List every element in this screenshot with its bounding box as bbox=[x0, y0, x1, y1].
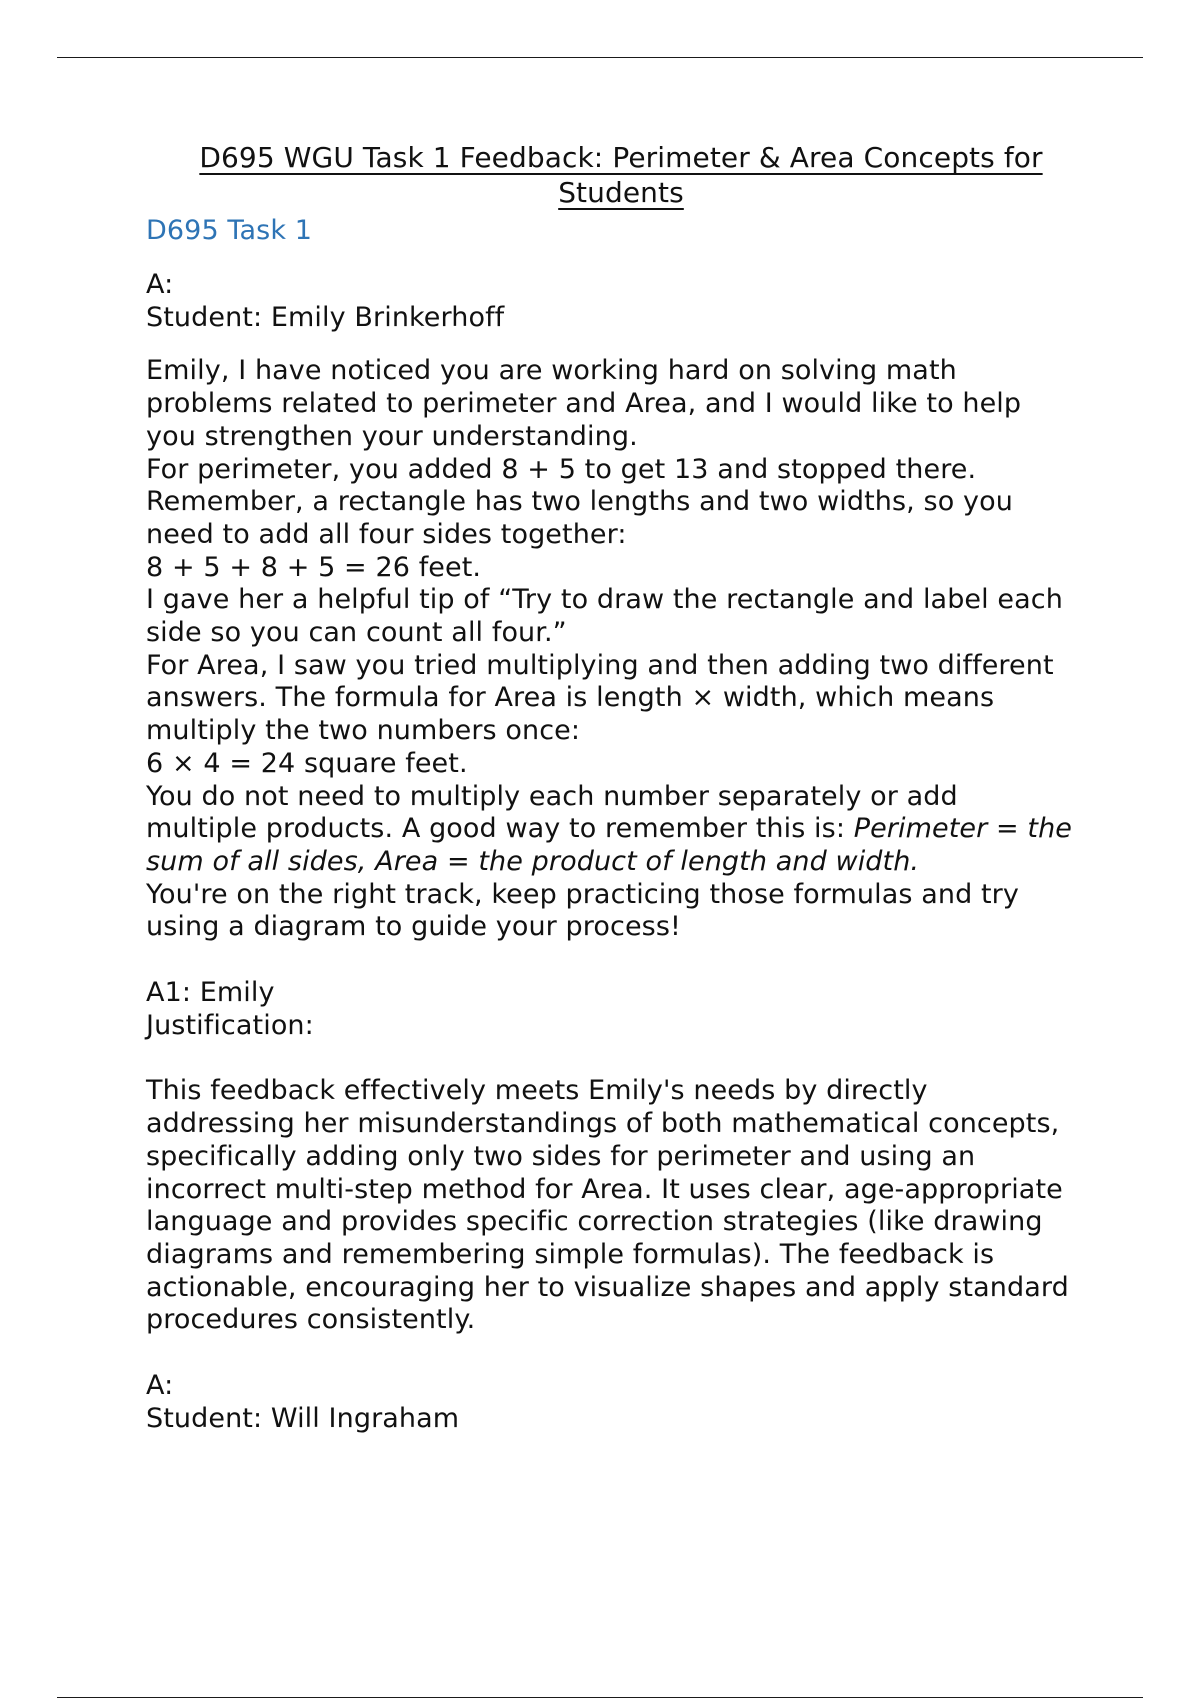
area-feedback: For Area, I saw you tried multiplying and then adding two different answers. The formula for Area is length × width, which means multiply the two numbers once: bbox=[146, 649, 1054, 747]
top-rule bbox=[57, 57, 1143, 58]
perimeter-feedback: For perimeter, you added 8 + 5 to get 13 and stopped there. Remember, a rectangle has two lengths and two widths, so you need to add all four sides together: bbox=[146, 453, 1013, 550]
justification-text: This feedback effectively meets Emily's needs by directly addressing her misunderstandings of both mathematical concepts, specifically adding only two sides for perimeter and using an incorrect multi-step method for Area. It uses clear, age-appropriate language and provides specific correction strategies (like drawing diagrams and remembering simple formulas). The feedback is actionable, encouraging her to visualize shapes and apply standard procedures consistently. bbox=[146, 1075, 1069, 1336]
feedback-closing: You're on the right track, keep practicing those formulas and try using a diagram to guide your process! bbox=[146, 878, 1019, 943]
justification-label: A1: Emily bbox=[146, 977, 275, 1009]
bottom-rule bbox=[57, 1697, 1143, 1698]
feedback-intro: Emily, I have noticed you are working hard on solving math problems related to perimeter and Area, and I would like to help you strengthen your understanding. bbox=[146, 355, 1022, 452]
answer-label-2: A: bbox=[146, 1370, 174, 1402]
formula-reminder-text: You do not need to multiply each number separately or add multiple products. A good way to remember this is: bbox=[146, 780, 958, 845]
document-body bbox=[146, 141, 1076, 1436]
justification-heading: Justification: bbox=[146, 1009, 314, 1041]
formula-reminder bbox=[146, 781, 1076, 879]
area-equation: 6 × 4 = 24 square feet. bbox=[146, 747, 468, 779]
student-name: Student: Emily Brinkerhoff bbox=[146, 301, 505, 333]
section-heading: D695 Task 1 bbox=[146, 215, 313, 246]
formula-reminder-emphasis: Perimeter = the sum of all sides, Area = the product of length and width. bbox=[146, 813, 1073, 877]
answer-label: A: bbox=[146, 269, 174, 300]
document-title: D695 WGU Task 1 Feedback: Perimeter & Area Concepts for Students bbox=[199, 141, 1043, 209]
perimeter-equation: 8 + 5 + 8 + 5 = 26 feet. bbox=[146, 551, 482, 583]
student-name-2: Student: Will Ingraham bbox=[146, 1402, 460, 1434]
helpful-tip: I gave her a helpful tip of “Try to draw the rectangle and label each side so you can count all four.” bbox=[146, 584, 1063, 649]
